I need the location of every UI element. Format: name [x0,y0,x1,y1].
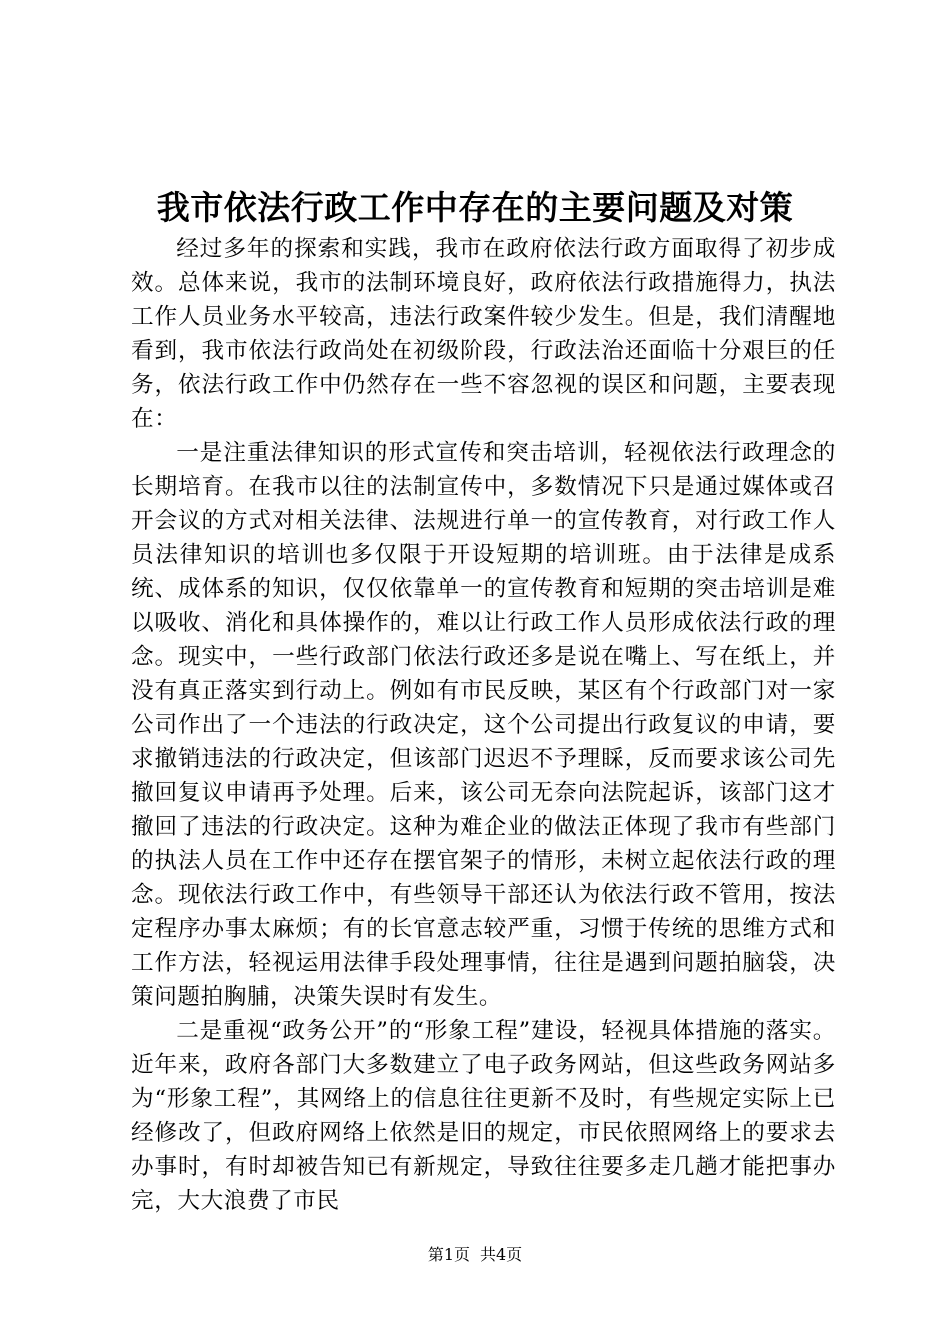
document-body [131,232,836,1218]
paragraph-intro: 经过多年的探索和实践，我市在政府依法行政方面取得了初步成效。总体来说，我市的法制环境良好，政府依法行政措施得力，执法工作人员业务水平较高，违法行政案件较少发生。但是，我们清醒地看到，我市依法行政尚处在初级阶段，行政法治还面临十分艰巨的任务，依法行政工作中仍然存在一些不容忽视的误区和问题，主要表现在： [131,236,836,432]
page-total: 共4页 [480,1245,523,1264]
page-footer [0,1243,950,1267]
paragraph-point-one: 一是注重法律知识的形式宣传和突击培训，轻视依法行政理念的长期培育。在我市以往的法制宣传中，多数情况下只是通过媒体或召开会议的方式对相关法律、法规进行单一的宣传教育，对行政工作人员法律知识的培训也多仅限于开设短期的培训班。由于法律是成系统、成体系的知识，仅仅依靠单一的宣传教育和短期的突击培训是难以吸收、消化和具体操作的，难以让行政工作人员形成依法行政的理念。现实中，一些行政部门依法行政还多是说在嘴上、写在纸上，并没有真正落实到行动上。例如有市民反映，某区有个行政部门对一家公司作出了一个违法的行政决定，这个公司提出行政复议的申请，要求撤销违法的行政决定，但该部门迟迟不予理睬，反而要求该公司先撤回复议申请再予处理。后来，该公司无奈向法院起诉，该部门这才撤回了违法的行政决定。这种为难企业的做法正体现了我市有些部门的执法人员在工作中还存在摆官架子的情形，未树立起依法行政的理念。现依法行政工作中，有些领导干部还认为依法行政不管用，按法定程序办事太麻烦；有的长官意志较严重，习惯于传统的思维方式和工作方法，轻视运用法律手段处理事情，往往是遇到问题拍脑袋，决策问题拍胸脯，决策失误时有发生。 [131,440,836,1010]
page-number: 第1页 [427,1245,470,1264]
paragraph-point-two: 二是重视“政务公开”的“形象工程”建设，轻视具体措施的落实。近年来，政府各部门大多数建立了电子政务网站，但这些政务网站多为“形象工程”，其网络上的信息往往更新不及时，有些规定实际上已经修改了，但政府网络上依然是旧的规定，市民依照网络上的要求去办事时，有时却被告知已有新规定，导致往往要多走几趟才能把事办完，大大浪费了市民 [131,1018,836,1214]
document-title: 我市依法行政工作中存在的主要问题及对策 [156,188,794,227]
